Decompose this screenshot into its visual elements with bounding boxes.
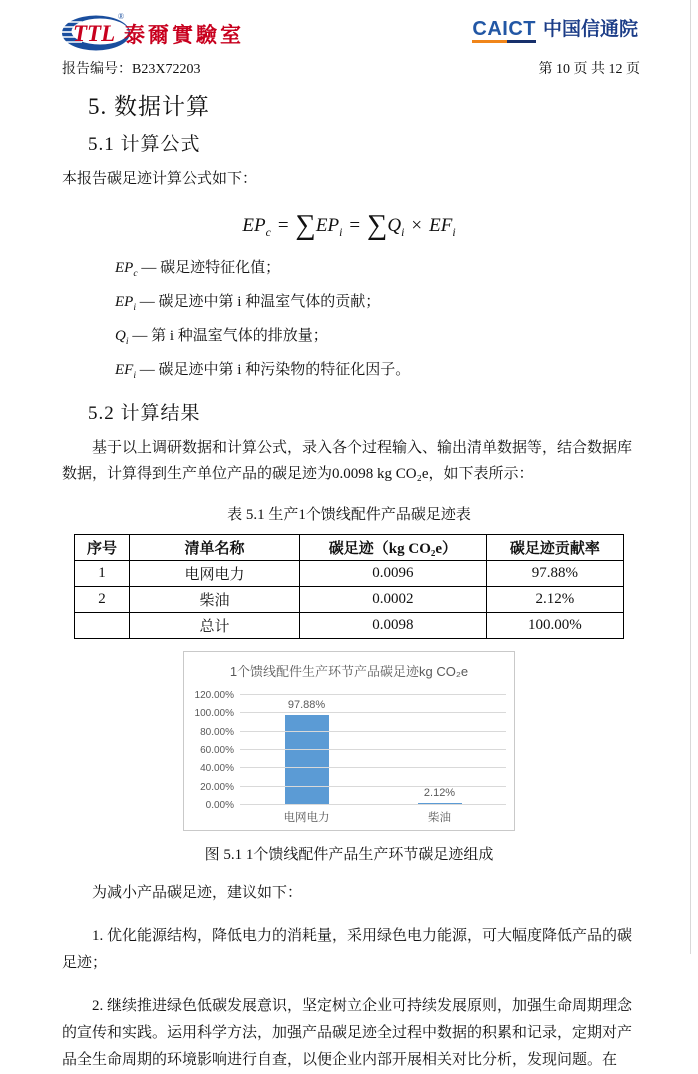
chart-x-axis <box>240 809 506 825</box>
chart-y-tick-label: 100.00% <box>194 708 234 720</box>
report-meta-row <box>0 54 698 78</box>
page-number: 第 10 页 共 12 页 <box>538 62 640 77</box>
recommendation-item-1: 1. 优化能源结构，降低电力的消耗量，采用绿色电力能源，可大幅度降低产品的碳足迹； <box>62 928 633 971</box>
bar-chart <box>183 651 515 831</box>
formula-token: i <box>452 225 456 239</box>
table-cell: 2.12% <box>486 587 623 613</box>
page-header <box>0 0 698 54</box>
table-cell: 0.0098 <box>300 613 487 639</box>
caict-logo-en: CAICT <box>472 18 536 40</box>
definition-term: $Q_i$ <box>115 328 129 347</box>
table-cell: 0.0096 <box>300 561 487 587</box>
page-edge-line <box>690 0 691 954</box>
chart-gridline <box>240 786 506 787</box>
definition-line <box>115 288 698 322</box>
caict-logo <box>472 19 638 43</box>
chart-bar <box>285 715 329 805</box>
formula-token: ∑ <box>295 210 316 241</box>
formula-token: Q <box>387 215 402 237</box>
table-header-cell: 碳足迹（kg CO₂e） <box>300 535 487 561</box>
formula-token: × <box>411 215 423 237</box>
chart-gridline <box>240 712 506 713</box>
definition-line <box>115 254 698 288</box>
chart-y-tick-label: 120.00% <box>194 690 234 701</box>
definition-text: — 碳足迹中第 i 种温室气体的贡献； <box>136 294 381 310</box>
definitions-list <box>115 254 698 390</box>
chart-gridline <box>240 749 506 750</box>
definition-text: — 第 i 种温室气体的排放量； <box>128 328 328 344</box>
table-header-cell: 清单名称 <box>129 535 299 561</box>
table-cell: 电网电力 <box>129 561 299 587</box>
definition-term: $EF_i$ <box>115 362 137 381</box>
definition-term: $EP_c$ <box>115 260 138 279</box>
table-header-cell: 碳足迹贡献率 <box>486 535 623 561</box>
chart-plot <box>240 695 506 805</box>
figure-caption: 图 5.1 1个馈线配件产品生产环节碳足迹组成 <box>204 847 494 863</box>
chart-y-axis <box>188 690 236 811</box>
formula-token: i <box>401 225 405 239</box>
chart-x-tick-label: 电网电力 <box>283 812 330 824</box>
registered-mark-icon: ® <box>118 12 125 21</box>
chart-gridline <box>240 804 506 805</box>
chart-y-tick-label: 60.00% <box>200 745 234 756</box>
section-heading-5-2: 5.2 计算结果 <box>88 403 201 424</box>
formula-token: i <box>339 225 343 239</box>
table-cell: 总计 <box>129 613 299 639</box>
table-row <box>75 561 624 587</box>
carbon-footprint-formula <box>0 210 698 242</box>
table-row <box>75 613 624 639</box>
table-header-row <box>75 535 624 561</box>
table-cell: 2 <box>75 587 130 613</box>
ttl-logo-text: TTL <box>73 21 116 46</box>
chart-y-tick-label: 0.00% <box>205 800 234 811</box>
definition-line <box>115 322 698 356</box>
table-body <box>75 561 624 639</box>
chart-y-tick-label: 20.00% <box>200 781 234 793</box>
chart-title: 1个馈线配件生产环节产品碳足迹kg CO₂e <box>229 664 469 679</box>
section-heading-5: 5. 数据计算 <box>88 94 210 119</box>
table-cell <box>75 613 130 639</box>
ttl-lab-logo <box>60 10 245 54</box>
chart-gridline <box>240 694 506 695</box>
caict-logo-cn: 中国信通院 <box>542 19 638 40</box>
caict-underline-orange <box>472 40 507 43</box>
formula-token: c <box>265 225 271 239</box>
report-number: 报告编号：B23X72203 <box>62 62 201 77</box>
chart-data-label: 2.12% <box>423 787 456 800</box>
table-header-cell: 序号 <box>75 535 130 561</box>
chart-x-tick-label: 柴油 <box>428 812 451 824</box>
definition-term: $EP_i$ <box>115 294 137 313</box>
chart-y-tick-label: 80.00% <box>200 726 234 738</box>
chart-gridline <box>240 767 506 768</box>
data-table <box>74 534 624 639</box>
table-cell: 100.00% <box>486 613 623 639</box>
chart-gridline <box>240 731 506 732</box>
table-row <box>75 587 624 613</box>
ttl-logo-chinese: 泰爾實驗室 <box>124 23 244 47</box>
table-cell: 1 <box>75 561 130 587</box>
definition-text: — 碳足迹中第 i 种污染物的特征化因子。 <box>136 362 411 378</box>
definition-text: — 碳足迹特征化值； <box>137 260 281 276</box>
table-caption: 表 5.1 生产1个馈线配件产品碳足迹表 <box>227 507 471 523</box>
recommendation-item-2: 2. 继续推进绿色低碳发展意识，坚定树立企业可持续发展原则，加强生命周期理念的宣传和实践。运用科学方法，加强产品碳足迹全过程中数据的积累和记录，定期对产品全生命周期的环境影响进行自查，以便企业内部开展相关对比分析，发现问题。在 <box>62 998 633 1068</box>
formula-token: EP <box>242 215 266 237</box>
formula-token: EP <box>315 215 340 237</box>
formula-token: ∑ <box>367 210 388 241</box>
chart-data-label: 97.88% <box>287 699 326 712</box>
formula-token: = <box>349 215 361 237</box>
formula-intro-text: 本报告碳足迹计算公式如下： <box>62 171 258 187</box>
table-cell: 0.0002 <box>300 587 487 613</box>
table-header <box>75 535 624 561</box>
formula-token: EF <box>429 215 453 237</box>
table-cell: 97.88% <box>486 561 623 587</box>
caict-underline-blue <box>507 40 536 43</box>
recommendations-intro: 为减小产品碳足迹，建议如下： <box>92 885 303 901</box>
chart-y-tick-label: 40.00% <box>200 763 234 775</box>
definition-line <box>115 356 698 390</box>
caict-logo-underline <box>472 40 536 43</box>
table-cell: 柴油 <box>129 587 299 613</box>
results-paragraph: 基于以上调研数据和计算公式，录入各个过程输入、输出清单数据等，结合数据库数据，计算得到生产单位产品的碳足迹为0.0098 kg CO₂e，如下表所示： <box>62 440 633 482</box>
section-heading-5-1: 5.1 计算公式 <box>88 134 201 155</box>
formula-token: = <box>277 215 289 237</box>
